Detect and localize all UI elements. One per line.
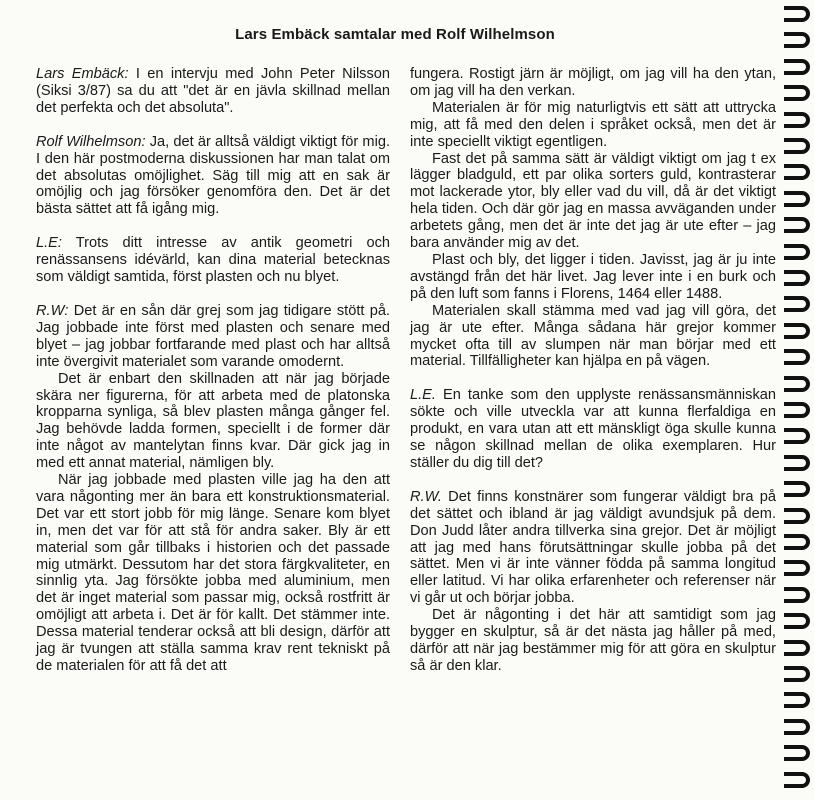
spiral-binding [780,0,814,800]
spiral-ring [784,112,810,128]
speaker-label: L.E. [410,387,436,404]
spiral-ring [784,508,810,524]
spiral-ring [784,772,810,788]
spiral-ring [784,402,810,418]
paragraph [410,100,776,151]
spiral-ring [784,376,810,392]
spiral-ring [784,455,810,471]
spiral-ring [784,719,810,735]
paragraph [410,489,776,607]
paragraph-text: I en intervju med John Peter Nilsson (Siksi 3/87) sa du att "det är en jävla skillnad mellan det perfekta och det absoluta". [36,66,391,116]
left-column [36,66,390,675]
spiral-ring [784,428,810,444]
paragraph-text: Plast och bly, det ligger i tiden. Javisst, jag är ju inte avstängd från det här livet. Jag lever inte i en burk och på den luft som fanns i Florens, 1464 eller 1488. [410,251,776,302]
paragraph [410,387,776,472]
paragraph [36,371,390,472]
spiral-ring [784,349,810,365]
paragraph-text: En tanke som den upplyste renässansmänniskan sökte och ville utveckla var att kunna flerfaldiga en produkt, en vara utan att ett mänskligt öga skulle kunna se någon skillnad mellan de olika exemplaren. Hur ställer du dig till det? [410,387,776,471]
spiral-ring [784,32,810,48]
speaker-label: Rolf Wilhelmson: [36,133,146,150]
speaker-label: R.W. [410,488,442,505]
spiral-ring [784,85,810,101]
paragraph [410,303,776,371]
spiral-ring [784,296,810,312]
paragraph-text: Trots ditt intresse av antik geometri och renässansens idévärld, kan dina material betecknas som väldigt samtida, först plasten och nu blyet. [36,235,390,286]
paragraph [36,472,390,675]
spiral-ring [784,323,810,339]
paragraph [36,134,390,219]
paragraph [36,235,390,286]
paragraph [410,151,776,252]
paragraph-text: Materialen skall stämma med vad jag vill göra, det jag är ute efter. Många sådana här grejor kommer mycket ofta till av slumpen när man börjar med ett material. Tillfälligheter kan hjälpa en på vägen. [410,302,776,370]
spiral-ring [784,164,810,180]
spiral-ring [784,745,810,761]
paragraph-text: fungera. Rostigt järn är möjligt, om jag vill ha den ytan, om jag vill ha den verkan. [410,66,776,99]
spiral-ring [784,138,810,154]
paragraph [410,66,776,100]
spiral-ring [784,560,810,576]
paragraph-text: Det är enbart den skillnaden att när jag började skära ner figurerna, för att arbeta med de platonska kropparna synliga, så blev plasten många gånger fel. Jag behövde ladda formen, speciellt i de former där inte något av mantelytan finns kvar. Där gick jag in med ett annat material, nämligen bly. [36,370,390,472]
paragraph-text: Det är en sån där grej som jag tidigare stött på. Jag jobbade inte först med plasten och senare med blyet – jag jobbar fortfarande med plast och har alltså inte övergivit materialet som varande omodernt. [36,302,390,370]
paragraph-text: Ja, det är alltså väldigt viktigt för mig. I den här postmoderna diskussionen har man talat om det absolutas omöjlighet. Säg till mig att en sak är omöjlig och jag försöker genomföra den. Det är det bästa sättet att få igång mig. [36,133,390,218]
paragraph [36,303,390,371]
paragraph-text: Fast det på samma sätt är väldigt viktigt om jag t ex lägger bladguld, ett par olika sorters guld, kontrasterar mot lackerade ytor, bly eller vad du vill, då är det viktigt hela tiden. Och där gör jag en massa avväganden under arbetets gång, men det är inte det jag är ute efter – jag bara använder mig av det. [410,150,776,252]
speaker-label: Lars Embäck: [36,66,129,82]
paragraph-text: Det är någonting i det här att samtidigt som jag bygger en skulptur, så är det nästa jag håller på med, därför att när jag bestämmer mig för att göra en skulptur så är den klar. [410,607,776,674]
paragraph [36,66,390,117]
spiral-ring [784,481,810,497]
spiral-ring [784,534,810,550]
spiral-ring [784,666,810,682]
speaker-label: R.W: [36,302,69,319]
paragraph-text: När jag jobbade med plasten ville jag ha den att vara någonting mer än bara ett konstruktionsmaterial. Det var ett stort jobb för mig länge. Senare kom blyet in, men det var för att stå för andra saker. Bly är ett material som går tillbaks i historien och det passade mig utmärkt. Dessutom har det stora färgkvaliteter, en sinnlig yta. Jag försökte jobba med aluminium, men det är inget material som passar mig, också rostfritt är omöjligt att arbeta i. Det är för kallt. Det stämmer inte. Dessa material tenderar också att bli design, därför att jag är tvungen att ställa samma krav rent tekniskt på de materialen för att få det att [36,472,390,674]
article-title: Lars Embäck samtalar med Rolf Wilhelmson [235,26,555,43]
spiral-ring [784,270,810,286]
right-column [410,66,776,675]
paragraph-text: Materialen är för mig naturligtvis ett sätt att uttrycka mig, att få med den delen i språket också, men det är inte speciellt viktigt egentligen. [410,99,776,150]
spiral-ring [784,640,810,656]
spiral-ring [784,244,810,260]
speaker-label: L.E: [36,235,62,252]
spiral-ring [784,692,810,708]
paragraph-text: Det finns konstnärer som fungerar väldigt bra på det sättet och ibland är jag väldigt avundsjuk på dem. Don Judd låter andra tillverka sina grejor. Det är möjligt att jag med hans förutsättningar skulle jobba på det sättet. Men vi är inte vänner födda på samma longitud eller latitud. Vi har olika erfarenheter och referenser när vi går ut och börjar jobba. [410,488,776,607]
paragraph [410,607,776,675]
spiral-ring [784,587,810,603]
spiral-ring [784,59,810,75]
spiral-ring [784,191,810,207]
spiral-ring [784,217,810,233]
spiral-ring [784,613,810,629]
paragraph [410,252,776,303]
spiral-ring [784,6,810,22]
